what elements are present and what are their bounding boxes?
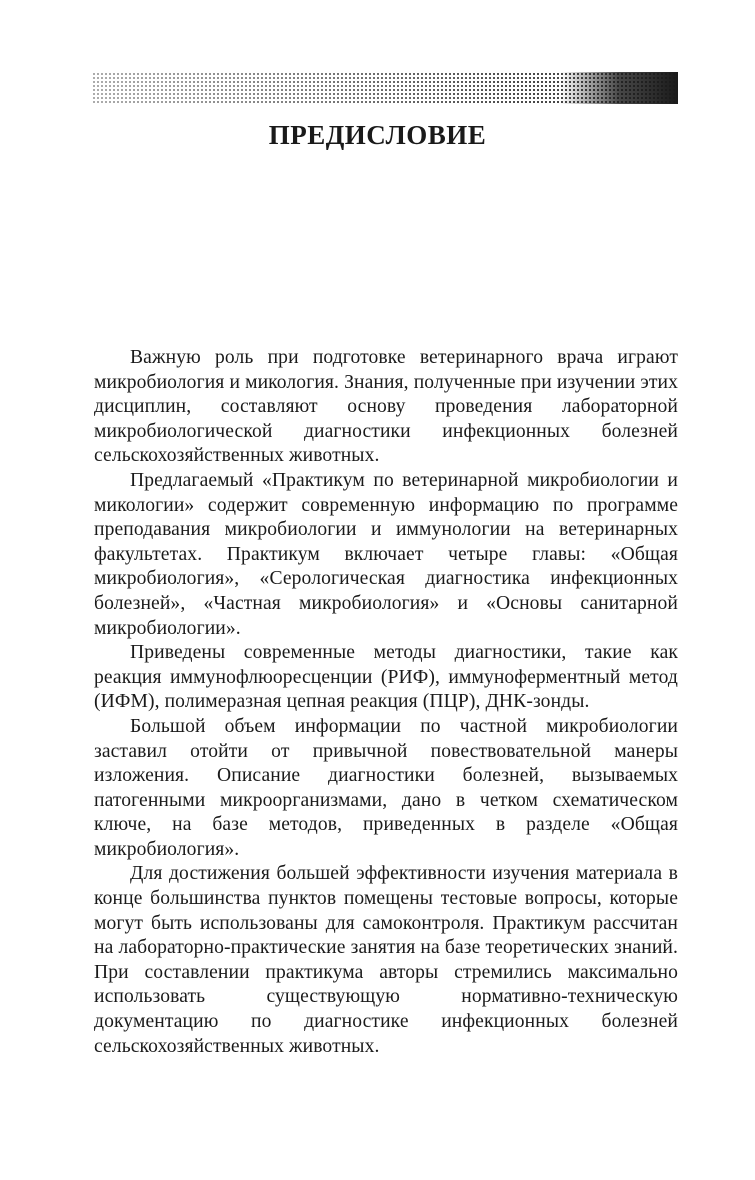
- header-decorative-band-dark-end: [560, 72, 678, 104]
- paragraph-2: Предлагаемый «Практикум по ветеринарной микробиологии и микологии» содержит современную информацию по программе преподавания микробиологии и иммунологии на ветеринарных факультетах. Практикум включает четыре главы: «Общая микробиология», «Серологическая диагностика инфекционных болезней», «Частная микробиология» и «Основы санитарной микробиологии».: [94, 469, 678, 639]
- paragraph-1: Важную роль при подготовке ветеринарного врача играют микробиология и микология. Знания, полученные при изучении этих дисциплин, составляют основу проведения лабораторной микробиологической диагностики инфекционных болезней сельскохозяйственных животных.: [94, 347, 678, 467]
- preface-body: [94, 346, 678, 1059]
- paragraph-5: Для достижения большей эффективности изучения материала в конце большинства пунктов помещены тестовые вопросы, которые могут быть использованы для самоконтроля. Практикум рассчитан на лабораторно-практические занятия на базе теоретических знаний. При составлении практикума авторы стремились максимально использовать существующую нормативно-техническую документацию по диагностике инфекционных болезней сельскохозяйственных животных.: [94, 863, 678, 1057]
- page-title: ПРЕДИСЛОВИЕ: [268, 120, 487, 150]
- paragraph-3: Приведены современные методы диагностики, такие как реакция иммунофлюоресценции (РИФ), иммуноферментный метод (ИФМ), полимеразная цепная реакция (ПЦР), ДНК-зонды.: [94, 642, 678, 713]
- paragraph-4: Большой объем информации по частной микробиологии заставил отойти от привычной повествовательной манеры изложения. Описание диагностики болезней, вызываемых патогенными микроорганизмами, дано в четком схематическом ключе, на базе методов, приведенных в разделе «Общая микробиология».: [94, 715, 678, 860]
